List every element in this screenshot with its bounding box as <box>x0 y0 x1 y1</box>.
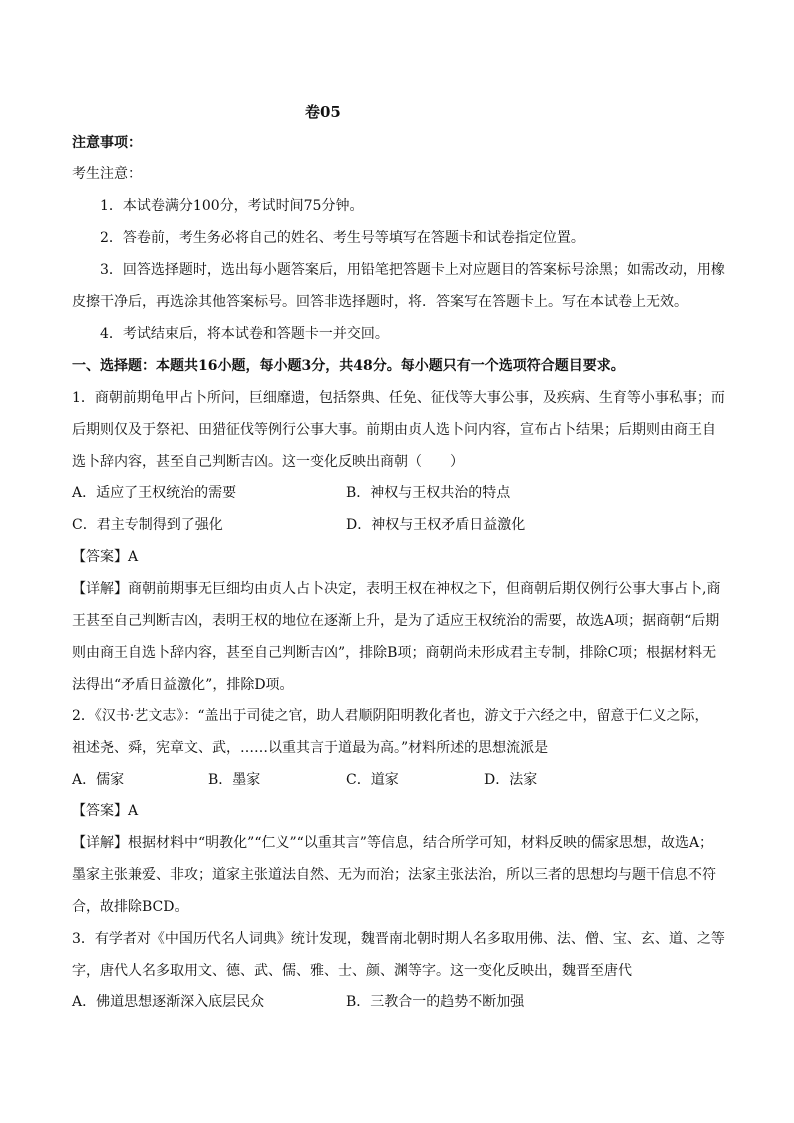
notice-heading: 注意事项： <box>72 135 142 151</box>
q2-option-b: B．墨家 <box>208 772 261 788</box>
q2-option-a: A．儒家 <box>72 772 125 788</box>
rule-4: 4．考试结束后，将本试卷和答题卡一并交回。 <box>100 326 389 342</box>
q1-detail-line: 王甚至自己判断吉凶，表明王权的地位在逐渐上升，是为了适应王权统治的需要，故选A项；据商朝“后期 <box>72 613 720 629</box>
q1-option-c: C．君主专制得到了强化 <box>72 517 223 533</box>
q1-detail-line: 则由商王自选卜辞内容，甚至自己判断吉凶”，排除B项；商朝尚未形成君主专制，排除C项；根据材料无 <box>72 645 717 661</box>
q3-stem-line: 字，唐代人名多取用文、德、武、儒、雅、士、颜、渊等字。这一变化反映出，魏晋至唐代 <box>72 963 632 979</box>
rule-1: 1．本试卷满分100分，考试时间75分钟。 <box>100 198 364 214</box>
q3-option-b: B．三教合一的趋势不断加强 <box>346 994 525 1010</box>
rule-2: 2．答卷前，考生务必将自己的姓名、考生号等填写在答题卡和试卷指定位置。 <box>100 230 585 246</box>
q1-option-a: A．适应了王权统治的需要 <box>72 485 237 501</box>
q2-stem-line: 2．《汉书·艺文志》：“盖出于司徒之官，助人君顺阴阳明教化者也，游文于六经之中，留意于仁义之际， <box>72 708 709 724</box>
q2-detail-line: 墨家主张兼爱、非攻；道家主张道法自然、无为而治；法家主张法治，所以三者的思想均与题干信息不符 <box>72 867 716 883</box>
q1-detail-line: 法得出“矛盾日益激化”，排除D项。 <box>72 677 294 693</box>
q2-detail-line: 【详解】根据材料中“明教化”“仁义”“以重其言”等信息，结合所学可知，材料反映的儒家思想，故选A； <box>72 835 714 851</box>
candidate-note: 考生注意： <box>72 166 142 182</box>
q2-option-c: C．道家 <box>346 772 399 788</box>
q1-option-b: B．神权与王权共治的特点 <box>346 485 511 501</box>
rule-3-cont: 皮擦干净后，再选涂其他答案标号。回答非选择题时，将．答案写在答题卡上。写在本试卷上无效。 <box>72 294 688 310</box>
q1-detail-line: 【详解】商朝前期事无巨细均由贞人占卜决定，表明王权在神权之下，但商朝后期仅例行公事大事占卜,商 <box>72 581 721 597</box>
q1-stem-line: 后期则仅及于祭祀、田猎征伐等例行公事大事。前期由贞人选卜问内容，宣布占卜结果；后期则由商王自 <box>72 422 716 438</box>
q1-option-d: D．神权与王权矛盾日益激化 <box>346 517 526 533</box>
q2-option-d: D．法家 <box>484 772 538 788</box>
q2-answer: 【答案】A <box>72 803 139 819</box>
q1-answer: 【答案】A <box>72 549 139 565</box>
q1-stem-line: 选卜辞内容，甚至自己判断吉凶。这一变化反映出商朝（ ） <box>72 454 464 470</box>
exam-title: 卷05 <box>305 103 341 121</box>
q1-stem-line: 1．商朝前期龟甲占卜所问，巨细靡遗，包括祭典、任免、征伐等大事公事，及疾病、生育等小事私事；而 <box>72 390 725 406</box>
q3-stem-line: 3．有学者对《中国历代名人词典》统计发现，魏晋南北朝时期人名多取用佛、法、僧、宝、玄、道、之等 <box>72 931 725 947</box>
q2-detail-line: 合，故排除BCD。 <box>72 899 189 915</box>
q2-stem-line: 祖述尧、舜，宪章文、武，……以重其言于道最为高。”材料所述的思想流派是 <box>72 740 549 756</box>
rule-3: 3．回答选择题时，选出每小题答案后，用铅笔把答题卡上对应题目的答案标号涂黑；如需改动，用橡 <box>100 262 725 278</box>
section-heading: 一、选择题：本题共16小题，每小题3分，共48分。每小题只有一个选项符合题目要求。 <box>72 358 625 374</box>
q3-option-a: A．佛道思想逐渐深入底层民众 <box>72 994 265 1010</box>
